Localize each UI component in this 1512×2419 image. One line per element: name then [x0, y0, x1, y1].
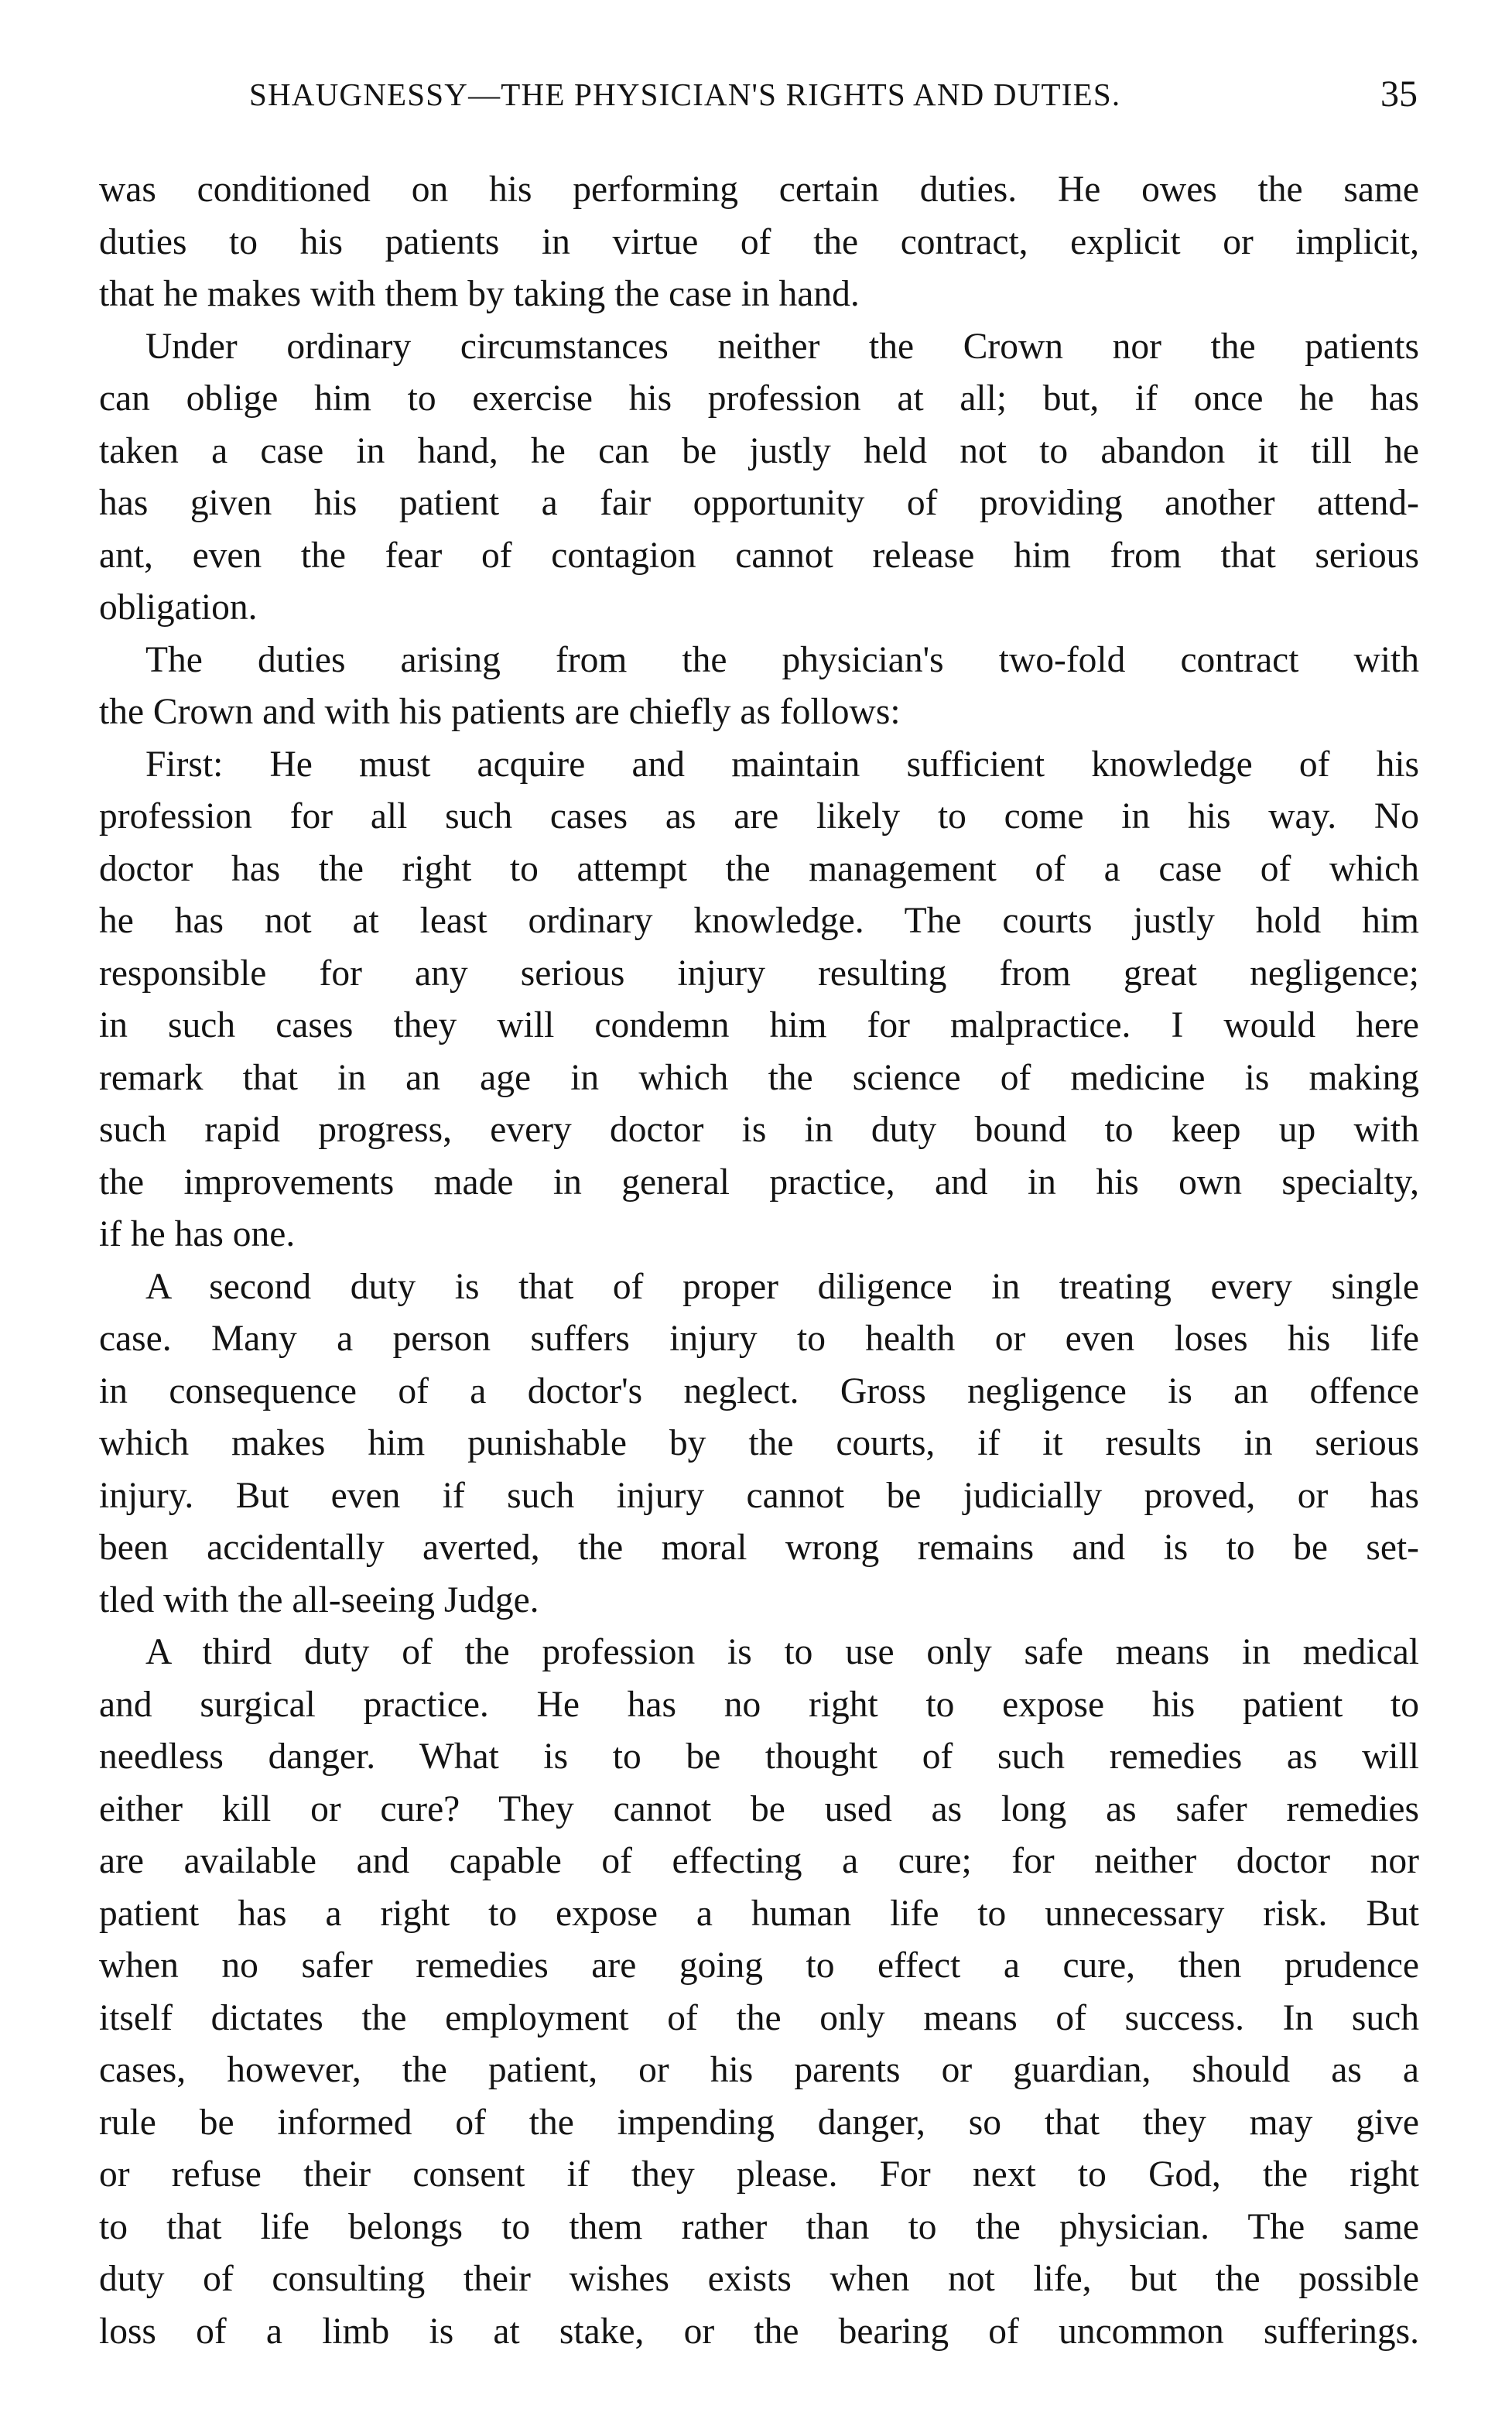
text-line: rule be informed of the impending danger, so that they may give: [99, 2102, 1419, 2143]
text-line: when no safer remedies are going to effect a cure, then prudence: [99, 1945, 1419, 1986]
text-line: the improvements made in general practice, and in his own specialty,: [99, 1162, 1419, 1203]
text-line: itself dictates the employment of the only means of success. In such: [99, 1997, 1419, 2038]
text-line: in such cases they will condemn him for malpractice. I would here: [99, 1005, 1419, 1045]
text-line: can oblige him to exercise his profession at all; but, if once he has: [99, 378, 1419, 419]
text-line: taken a case in hand, he can be justly held not to abandon it till he: [99, 430, 1419, 471]
text-line: A second duty is that of proper diligence in treating every single: [145, 1266, 1419, 1307]
text-line: loss of a limb is at stake, or the bearing of uncommon sufferings.: [99, 2311, 1419, 2352]
text-line: needless danger. What is to be thought of such remedies as will: [99, 1736, 1419, 1777]
text-line: tled with the all-seeing Judge.: [99, 1579, 539, 1620]
text-line: or refuse their consent if they please. For next to God, the right: [99, 2154, 1419, 2195]
paragraph: [99, 321, 1419, 635]
text-line: Under ordinary circumstances neither the Crown nor the patients: [145, 326, 1419, 367]
text-line: obligation.: [99, 587, 258, 628]
text-line: been accidentally averted, the moral wrong remains and is to be set-: [99, 1528, 1419, 1568]
text-line: the Crown and with his patients are chiefly as follows:: [99, 692, 901, 732]
text-line: A third duty of the profession is to use only safe means in medical: [145, 1632, 1419, 1672]
text-line: patient has a right to expose a human life to unnecessary risk. But: [99, 1893, 1419, 1934]
text-line: duties to his patients in virtue of the contract, explicit or implicit,: [99, 221, 1419, 262]
text-line: are available and capable of effecting a cure; for neither doctor nor: [99, 1841, 1419, 1881]
running-title: SHAUGNESSY—THE PHYSICIAN'S RIGHTS AND DUTIES.: [249, 77, 1121, 112]
text-line: and surgical practice. He has no right to expose his patient to: [99, 1684, 1419, 1725]
paragraph: [99, 739, 1419, 1261]
text-line: such rapid progress, every doctor is in duty bound to keep up with: [99, 1110, 1419, 1150]
text-line: if he has one.: [99, 1214, 296, 1254]
text-line: that he makes with them by taking the case in hand.: [99, 274, 860, 314]
text-line: doctor has the right to attempt the management of a case of which: [99, 848, 1419, 889]
text-line: duty of consulting their wishes exists when not life, but the possible: [99, 2259, 1419, 2299]
text-line: was conditioned on his performing certain duties. He owes the same: [99, 169, 1419, 210]
running-head: [249, 76, 1418, 122]
text-line: to that life belongs to them rather than to the physician. The same: [99, 2206, 1419, 2247]
text-line: responsible for any serious injury resulting from great negligence;: [99, 953, 1419, 994]
text-line: The duties arising from the physician's two-fold contract with: [145, 639, 1419, 680]
paragraph: [99, 635, 1419, 739]
text-line: case. Many a person suffers injury to health or even loses his life: [99, 1319, 1419, 1359]
text-line: in consequence of a doctor's neglect. Gross negligence is an offence: [99, 1370, 1419, 1411]
paragraph: [99, 1627, 1419, 2358]
text-line: injury. But even if such injury cannot be judicially proved, or has: [99, 1475, 1419, 1516]
text-line: First: He must acquire and maintain sufficient knowledge of his: [145, 744, 1419, 785]
paragraph: [99, 1261, 1419, 1627]
text-line: which makes him punishable by the courts, if it results in serious: [99, 1423, 1419, 1463]
text-line: has given his patient a fair opportunity of providing another attend-: [99, 483, 1419, 523]
text-line: profession for all such cases as are likely to come in his way. No: [99, 796, 1419, 837]
page-number: 35: [1380, 74, 1418, 115]
text-line: cases, however, the patient, or his parents or guardian, should as a: [99, 2050, 1419, 2090]
paragraph: [99, 164, 1419, 321]
text-line: he has not at least ordinary knowledge. The courts justly hold him: [99, 901, 1419, 941]
text-line: remark that in an age in which the science of medicine is making: [99, 1057, 1419, 1098]
body-text: [99, 164, 1419, 2358]
text-line: ant, even the fear of contagion cannot release him from that serious: [99, 535, 1419, 576]
text-line: either kill or cure? They cannot be used as long as safer remedies: [99, 1788, 1419, 1829]
